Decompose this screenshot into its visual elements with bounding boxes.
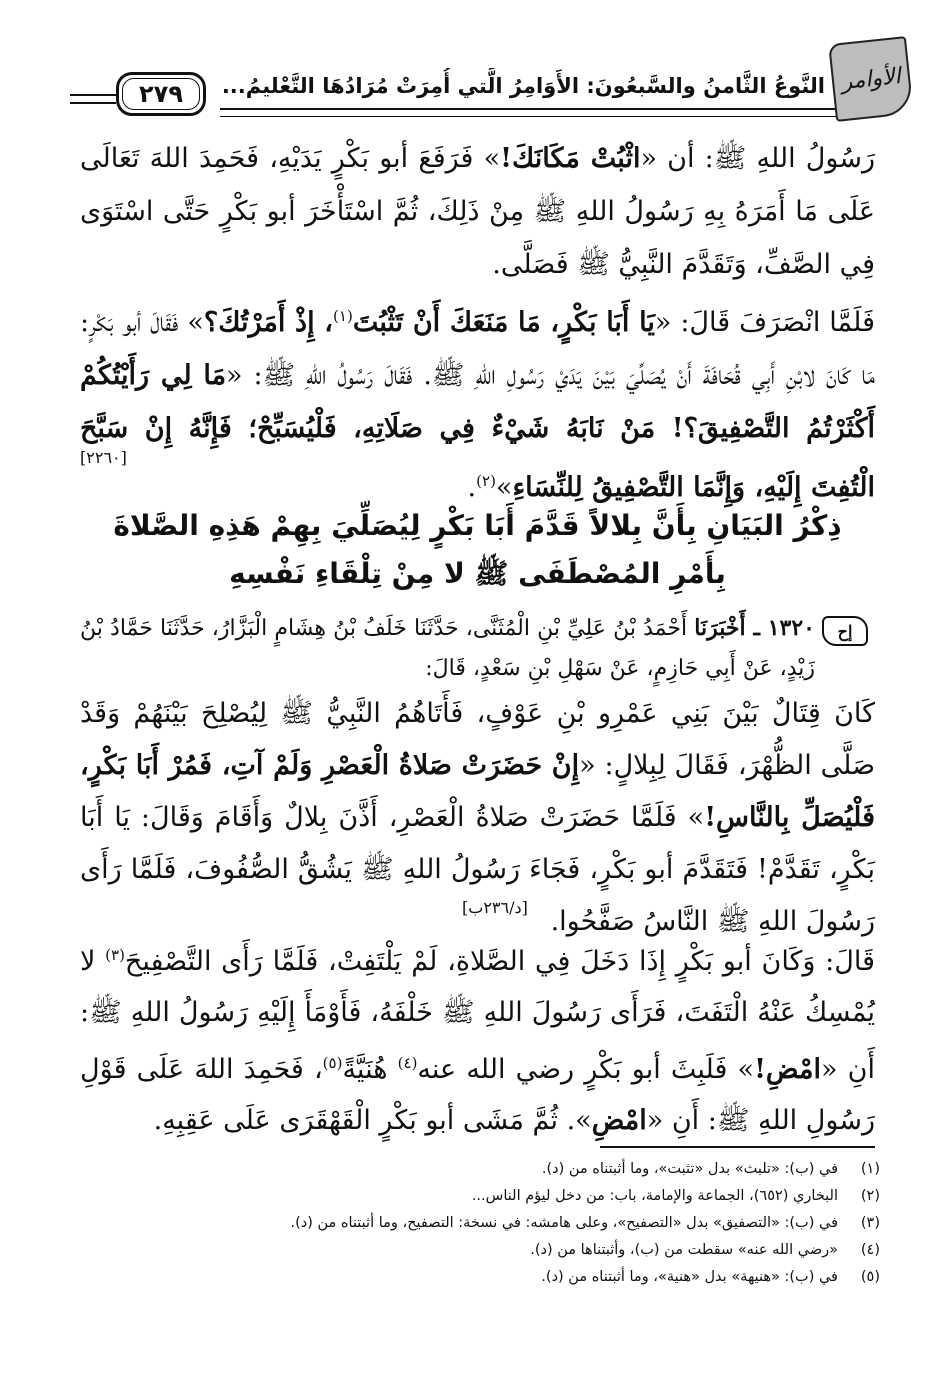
- section-heading: [80, 502, 875, 598]
- footnote-text: «رضي الله عنه» سقطت من (ب)، وأثبتناها من (د).: [530, 1242, 838, 1258]
- footnote-text: في (ب): «التصفيق» بدل «التصفيح»، وعلى هامشه: في نسخة: التصفيح، وما أثبتناه من (د).: [290, 1215, 838, 1231]
- p1-text-c: » فَرَفَعَ أبو بَكْرٍ يَدَيْهِ، فَحَمِدَ اللهَ تَعَالَى عَلَى مَا أَمَرَهُ بِهِ رَسُولُ اللهِ ﷺ مِنْ ذَلِكَ، ثُمَّ اسْتَأْخَرَ أبو بَكْرٍ حَتَّى اسْتَوَى فِي الصَّفِّ، وَتَقَدَّمَ النَّبِيُّ ﷺ فَصَلَّى.: [80, 143, 875, 280]
- header-rule-right: [220, 108, 840, 117]
- section-heading-line-1: ذِكْرُ البَيَانِ بِأَنَّ بِلالاً قَدَّمَ أَبَا بَكْرٍ لِيُصَلِّيَ بِهِمْ هَذِهِ الصَّلاةَ: [113, 509, 842, 542]
- footnote-number: (٣): [860, 1215, 880, 1231]
- p2-quote-1: يَا أَبَا بَكْرٍ، مَا مَنَعَكَ أَنْ تَثْبُتَ: [352, 307, 655, 338]
- p4-text-a: قَالَ: وَكَانَ أبو بَكْرٍ إِذَا دَخَلَ فِي الصَّلاةِ، لَمْ يَلْتَفِتْ، فَلَمَّا رَأَى التَّصْفِيحَ: [124, 946, 876, 977]
- hadith-ref-2260: [٢٢٦٠]: [80, 448, 127, 467]
- running-title: النَّوعُ الثَّامنُ والسَّبعُونَ: الأَوَامِرُ الَّتي أُمِرَتْ مُرَادُهَا التَّعْليمُ...: [221, 74, 825, 98]
- p3-text-a: كَانَ قِتَالٌ بَيْنَ بَنِي عَمْرِو بْنِ عَوْفٍ، فَأَتَاهُمُ النَّبِيُّ ﷺ لِيُصْلِحَ بَيْنَهُمْ وَقَدْ صَلَّى الظُّهْرَ، فَقَالَ لِبِلالٍ: «: [80, 698, 875, 781]
- footnote-1: [280, 1156, 880, 1183]
- ihsan-badge-icon: [822, 616, 868, 646]
- p4-text-e: هُنَيَّةً: [342, 1054, 398, 1085]
- manuscript-ref: [د/٢٣٦ب]: [462, 898, 528, 917]
- p1-quote: اثْبُتْ مَكَانَكَ!: [500, 143, 641, 174]
- footnotes: [280, 1156, 880, 1291]
- p4-text-f: ، فَحَمِدَ اللهَ عَلَى قَوْلِ رَسُولِ اللهِ ﷺ: أَنِ «: [80, 1054, 875, 1136]
- p1-text-a: رَسُولُ اللهِ ﷺ: أن «: [640, 143, 876, 174]
- paragraph-2: [80, 290, 875, 514]
- ornament-text: الأوامر: [840, 63, 902, 95]
- page-number: ٢٧٩: [116, 72, 206, 116]
- footnote-marker-3[interactable]: (٣): [105, 946, 125, 964]
- footnote-marker-5[interactable]: (٥): [322, 1054, 343, 1072]
- footnote-text: في (ب): «تلبث» بدل «تثبت»، وما أثبتناه من (د).: [541, 1161, 838, 1177]
- footnote-text: في (ب): «هنيهة» بدل «هنية»، وما أثبتناه من (د).: [541, 1269, 838, 1285]
- running-header: [70, 40, 902, 120]
- p3-text-c: » فَلَمَّا حَضَرَتْ صَلاةُ الْعَصْرِ، أَذَّنَ بِلالٌ وَأَقَامَ وَقَالَ: يَا أَبَا بَكْرٍ، تَقَدَّمْ! فَتَقَدَّمَ أبو بَكْرٍ، فَجَاءَ رَسُولُ اللهِ ﷺ يَشُقُّ الصُّفُوفَ، فَلَمَّا رَأَى رَسُولَ اللهِ ﷺ النَّاسُ صَفَّحُوا.: [80, 802, 875, 937]
- p2-text-a: فَلَمَّا انْصَرَفَ قَالَ: «: [654, 307, 875, 338]
- footnote-separator: [600, 1146, 875, 1148]
- p4-text-b: لا يُمْسِكُ عَنْهُ الْتَفَتَ، فَرَأَى رَسُولَ اللهِ ﷺ خَلْفَهُ، فَأَوْمَأَ إِلَيْهِ رَسُولُ اللهِ ﷺ: أَنِ «: [80, 946, 875, 1085]
- p4-text-d: » فَلَبِثَ أبو بَكْرٍ رضي الله عنه: [417, 1054, 755, 1085]
- p2-text-f: »: [495, 472, 513, 503]
- p2-text-g: .: [467, 472, 477, 503]
- footnote-number: (٥): [860, 1269, 880, 1285]
- footnote-number: (١): [860, 1161, 880, 1177]
- p2-quote-3: مَا لِي رَأَيْتُكُمْ أَكْثَرْتُمُ التَّصْفِيقَ؟! مَنْ نَابَهُ شَيْءٌ فِي صَلَاتِهِ، فَلْيُسَبِّحْ؛ فَإِنَّهُ إِنْ سَبَّحَ الْتُفِتَ إِلَيْهِ، وَإِنَّمَا التَّصْفِيقُ لِلنِّسَاءِ: [80, 360, 875, 503]
- isnad-text: أَحْمَدُ بْنُ عَلِيِّ بْنِ الْمُثَنَّى، حَدَّثَنَا خَلَفُ بْنُ هِشَامٍ الْبَزَّارُ، حَدَّثَنَا حَمَّادُ بْنُ زَيْدٍ، عَنْ أَبِي حَازِمٍ، عَنْ سَهْلِ بْنِ سَعْدٍ، قَالَ:: [80, 616, 815, 681]
- p4-text-h: ». ثُمَّ مَشَى أبو بَكْرٍ الْقَهْقَرَى عَلَى عَقِبِهِ.: [153, 1105, 592, 1136]
- section-heading-line-2: بِأَمْرِ المُصْطَفَى ﷺ لا مِنْ تِلْقَاءِ نَفْسِهِ: [229, 557, 726, 590]
- footnote-marker-1[interactable]: (١): [333, 307, 353, 325]
- header-rule-left: [70, 94, 116, 104]
- hadith-lead: أَخْبَرَنَا: [694, 615, 746, 641]
- p3-quote: إِنْ حَضَرَتْ صَلاةُ الْعَصْرِ وَلَمْ آتِ، فَمُرْ أَبَا بَكْرٍ، فَلْيُصَلِّ بِالنَّاسِ!: [80, 750, 875, 833]
- paragraph-4: [80, 930, 875, 1146]
- footnote-4: [280, 1237, 880, 1264]
- footnote-2: [280, 1183, 880, 1210]
- footnote-marker-4[interactable]: (٤): [397, 1054, 418, 1072]
- chapter-ornament-icon: [828, 36, 914, 122]
- paragraph-1: [80, 132, 875, 291]
- p4-quote-1: امْضِ!: [754, 1054, 821, 1085]
- footnote-number: (٢): [860, 1188, 880, 1204]
- hadith-number: ١٣٢٠: [767, 615, 815, 641]
- p2-text-d: » فَقَالَ أبو بَكْرٍ: مَا كَانَ لابْنِ أَبِي قُحَافَةَ أَنْ يُصَلِّيَ بَيْنَ يَدَيْ رَسُولِ اللهِ ﷺ. فَقَالَ رَسُولُ اللهِ ﷺ: «: [80, 307, 875, 391]
- p4-quote-2: امْضِ: [591, 1105, 647, 1136]
- footnote-3: [280, 1210, 880, 1237]
- footnote-text: البخاري (٦٥٢)، الجماعة والإمامة، باب: من دخل ليؤم الناس...: [471, 1188, 838, 1204]
- p2-quote-2: ، إِذْ أَمَرْتُكَ؟: [203, 307, 334, 338]
- footnote-5: [280, 1264, 880, 1291]
- footnote-marker-2[interactable]: (٢): [476, 472, 496, 490]
- hadith-isnad: ١٣٢٠ ـ أَخْبَرَنَا أَحْمَدُ بْنُ عَلِيِّ بْنِ الْمُثَنَّى، حَدَّثَنَا خَلَفُ بْنُ هِشَامٍ الْبَزَّارُ، حَدَّثَنَا حَمَّادُ بْنُ زَيْدٍ، عَنْ أَبِي حَازِمٍ، عَنْ سَهْلِ بْنِ سَعْدٍ، قَالَ:: [80, 615, 815, 681]
- badge-text: إح: [837, 621, 853, 641]
- footnote-number: (٤): [860, 1242, 880, 1258]
